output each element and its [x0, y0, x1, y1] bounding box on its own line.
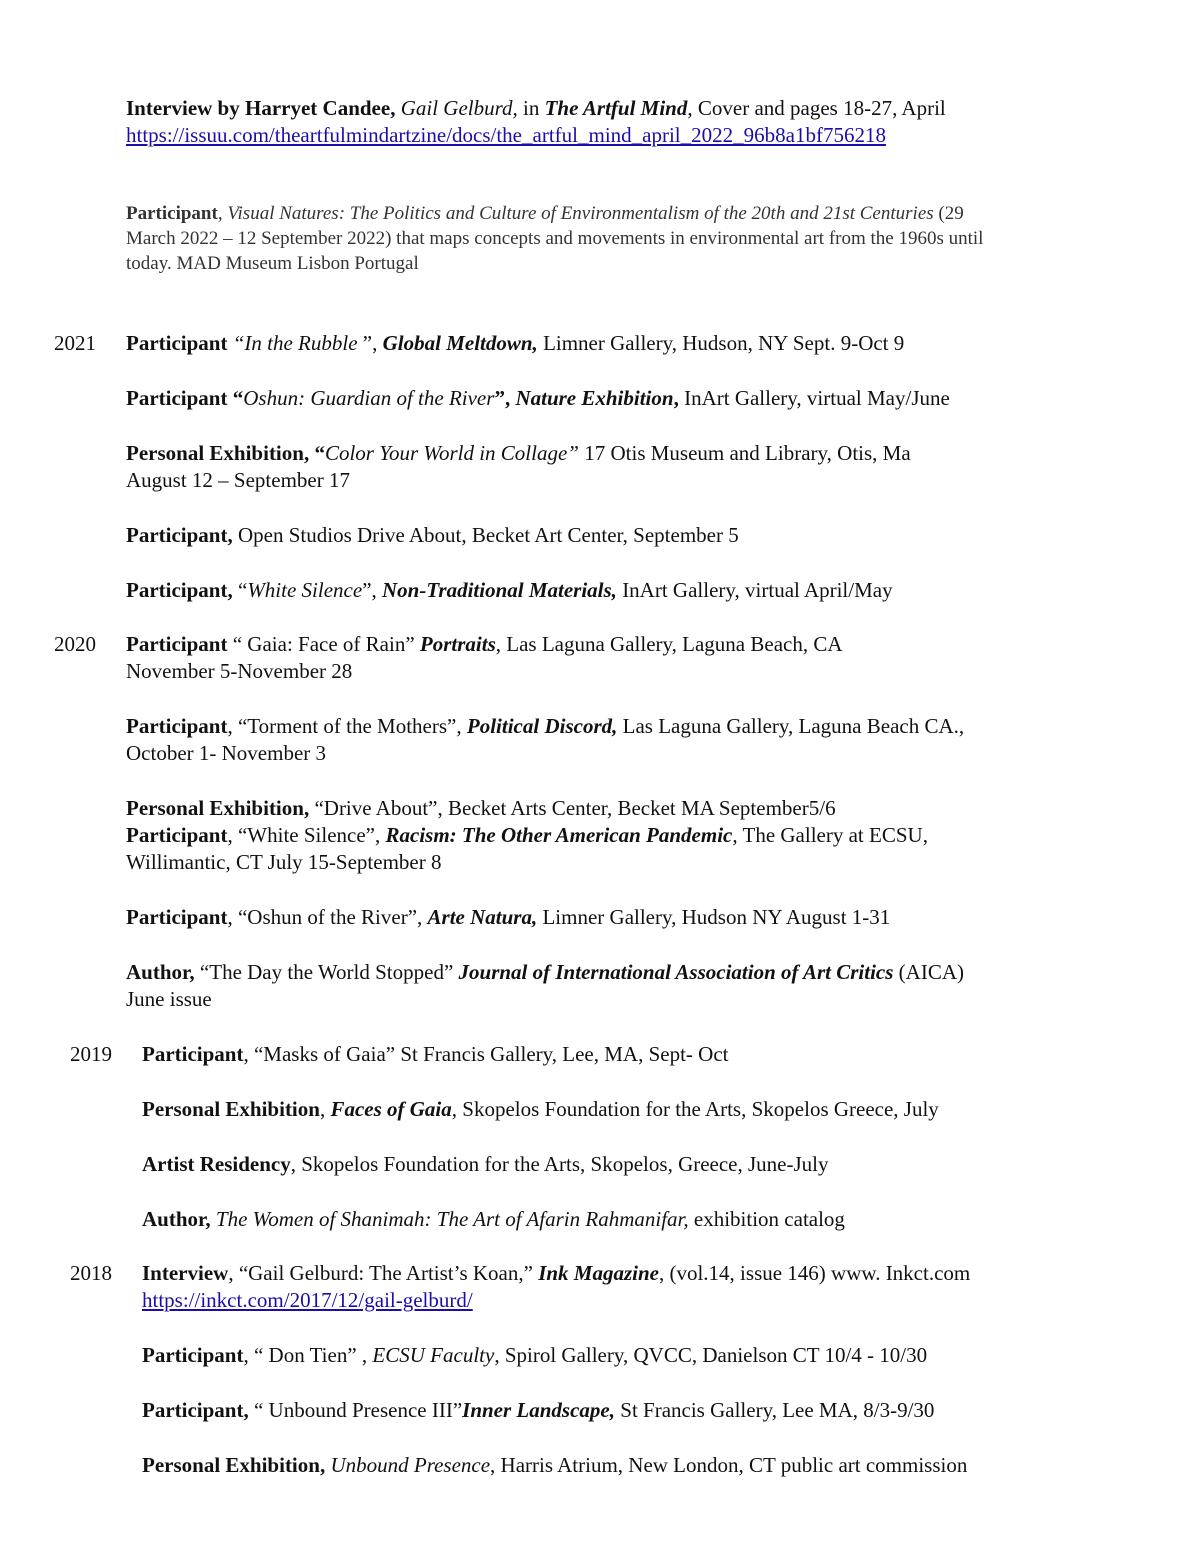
italic-text: Oshun: Guardian of the River [243, 386, 495, 410]
cv-entry [126, 522, 1126, 549]
entry-line [126, 577, 1126, 604]
italic-text: Gail Gelburd, [400, 96, 518, 120]
cv-entry [126, 904, 1126, 931]
plain-text: , Harris Atrium, New London, CT public art commission [490, 1453, 968, 1477]
plain-text: (29 [933, 203, 964, 224]
italic-text: The Women of Shanimah: The Art of Afarin Rahmanifar, [215, 1207, 689, 1231]
bold-italic-title: Political Discord, [466, 714, 618, 738]
entry-line [126, 522, 1126, 549]
plain-text: , Spirol Gallery, QVCC, Danielson CT 10/4 - 10/30 [494, 1343, 928, 1367]
bold-italic-title: Ink Magazine [538, 1261, 659, 1285]
plain-text: , “ Don Tien” , [243, 1343, 373, 1367]
bold-italic-title: Faces of Gaia [330, 1097, 452, 1121]
bold-italic-title: Non-Traditional Materials, [382, 578, 617, 602]
plain-text: , “Gail Gelburd: The Artist’s Koan,” [228, 1261, 539, 1285]
bold-italic-title: Racism: The Other American Pandemic [385, 823, 733, 847]
bold-text: Participant [126, 714, 228, 738]
bold-italic-title: Journal of International Association of Art Critics [458, 960, 894, 984]
plain-text: “The Day the World Stopped” [194, 960, 459, 984]
plain-text: Limner Gallery, Hudson, NY Sept. 9-Oct 9 [537, 331, 905, 355]
bold-italic-title: The Artful Mind [544, 96, 688, 120]
plain-text: November 5-November 28 [126, 659, 353, 683]
year-label: 2020 [54, 632, 96, 656]
bold-text: Personal Exhibition [142, 1097, 320, 1121]
entry-line [126, 201, 1126, 226]
plain-text: Las Laguna Gallery, Laguna Beach CA., [617, 714, 965, 738]
cv-entry [142, 1452, 1142, 1479]
url-link[interactable]: https://inkct.com/2017/12/gail-gelburd/ [142, 1288, 473, 1312]
entry-line [126, 713, 1126, 740]
cv-entry [126, 95, 1126, 149]
cv-entry [142, 1151, 1142, 1178]
year-label: 2018 [70, 1261, 112, 1285]
cv-entry [126, 631, 1126, 685]
plain-text: Limner Gallery, Hudson NY August 1-31 [537, 905, 891, 929]
url-link[interactable]: https://issuu.com/theartfulmindartzine/docs/the_artful_mind_april_2022_96b8a1bf756218 [126, 123, 886, 147]
cv-entry [126, 440, 1126, 494]
entry-line [142, 1452, 1142, 1479]
cv-entry [142, 1206, 1142, 1233]
plain-text: today. MAD Museum Lisbon Portugal [126, 253, 419, 274]
entry-line [142, 1041, 1142, 1068]
cv-entry [126, 577, 1126, 604]
plain-text: “ [232, 578, 248, 602]
entry-line [126, 986, 1126, 1013]
entry-line [142, 1151, 1142, 1178]
bold-text: , [673, 386, 679, 410]
entry-line [142, 1342, 1142, 1369]
bold-text: Participant [126, 331, 228, 355]
bold-italic-title: Portraits [419, 632, 496, 656]
plain-text: , (vol.14, issue 146) www. Inkct.com [658, 1261, 971, 1285]
plain-text: in [517, 96, 545, 120]
bold-text: Participant [142, 1343, 244, 1367]
plain-text: InArt Gallery, virtual May/June [678, 386, 950, 410]
plain-text: “ Gaia: Face of Rain” [227, 632, 420, 656]
bold-text: ”, [494, 386, 516, 410]
entry-line [142, 1260, 1142, 1287]
plain-text: InArt Gallery, virtual April/May [616, 578, 893, 602]
bold-text: Participant, [126, 578, 233, 602]
cv-entry [126, 330, 1126, 357]
entry-line [126, 467, 1126, 494]
entry-line [142, 1096, 1142, 1123]
plain-text: ”, [357, 331, 383, 355]
entry-line [126, 330, 1126, 357]
bold-text: Participant, [126, 523, 233, 547]
cv-entry [142, 1096, 1142, 1123]
bold-text: Personal Exhibition, [142, 1453, 326, 1477]
bold-text: Interview [142, 1261, 229, 1285]
plain-text: , Cover and pages 18-27, April [687, 96, 946, 120]
plain-text: , Skopelos Foundation for the Arts, Skopelos Greece, July [451, 1097, 939, 1121]
cv-entry [142, 1260, 1142, 1314]
plain-text: , “White Silence”, [227, 823, 386, 847]
italic-text: Color Your World in Collage” [324, 441, 579, 465]
plain-text: , Skopelos Foundation for the Arts, Skopelos, Greece, June-July [290, 1152, 829, 1176]
entry-line [126, 95, 1126, 122]
cv-entry [142, 1397, 1142, 1424]
bold-text: Author, [142, 1207, 211, 1231]
year-label: 2021 [54, 331, 96, 355]
plain-text: St Francis Gallery, Lee MA, 8/3-9/30 [615, 1398, 935, 1422]
bold-text: Participant [126, 905, 228, 929]
entry-line [126, 631, 1126, 658]
cv-entry [126, 201, 1126, 276]
bold-text: Participant [126, 823, 228, 847]
bold-text: Participant, [142, 1398, 249, 1422]
plain-text: August 12 – September 17 [126, 468, 350, 492]
entry-line [126, 385, 1126, 412]
plain-text: 17 Otis Museum and Library, Otis, Ma [578, 441, 911, 465]
bold-italic-title: Nature Exhibition [515, 386, 674, 410]
entry-line [126, 849, 1126, 876]
plain-text: exhibition catalog [688, 1207, 845, 1231]
bold-text: Participant [126, 386, 228, 410]
bold-text: Author, [126, 960, 195, 984]
cv-entry [126, 713, 1126, 767]
entry-line [126, 122, 1126, 149]
entry-line [142, 1206, 1142, 1233]
italic-text: , Visual Natures: The Politics and Culture of Environmentalism of the 20th and 21st Centuries [217, 203, 934, 224]
bold-italic-title: Arte Natura, [427, 905, 538, 929]
entry-line [142, 1397, 1142, 1424]
cv-entry [126, 959, 1126, 1013]
entry-line [126, 440, 1126, 467]
plain-text: , “Torment of the Mothers”, [227, 714, 467, 738]
bold-text: Participant [126, 632, 228, 656]
cv-entry [126, 385, 1126, 412]
entry-line [126, 226, 1126, 251]
entry-line [126, 740, 1126, 767]
bold-text: “ [232, 386, 244, 410]
italic-text: White Silence [247, 578, 363, 602]
cv-entry [142, 1041, 1142, 1068]
cv-entry [142, 1342, 1142, 1369]
italic-text: Unbound Presence [330, 1453, 491, 1477]
plain-text: “ Unbound Presence III” [248, 1398, 463, 1422]
bold-text: Personal Exhibition, [126, 796, 310, 820]
entry-line [126, 904, 1126, 931]
year-label: 2019 [70, 1042, 112, 1066]
entry-line [126, 959, 1126, 986]
bold-italic-title: Inner Landscape, [462, 1398, 616, 1422]
plain-text: June issue [126, 987, 212, 1011]
bold-text: Interview by Harryet Candee, [126, 96, 396, 120]
bold-italic-title: Global Meltdown, [382, 331, 538, 355]
entry-line [126, 795, 1126, 822]
bold-text: Participant [126, 203, 218, 224]
plain-text: (AICA) [893, 960, 964, 984]
italic-text: “In the Rubble [232, 331, 358, 355]
plain-text: Open Studios Drive About, Becket Art Center, September 5 [232, 523, 739, 547]
plain-text: ”, [362, 578, 383, 602]
bold-text: Participant [142, 1042, 244, 1066]
bold-text: Personal Exhibition, “ [126, 441, 325, 465]
plain-text: , “Masks of Gaia” St Francis Gallery, Lee, MA, Sept- Oct [243, 1042, 729, 1066]
entry-line [126, 658, 1126, 685]
entry-line [142, 1287, 1142, 1314]
bold-text: Artist Residency [142, 1152, 291, 1176]
entry-line [126, 822, 1126, 849]
plain-text: , Las Laguna Gallery, Laguna Beach, CA [495, 632, 843, 656]
plain-text: , The Gallery at ECSU, [732, 823, 928, 847]
plain-text: October 1- November 3 [126, 741, 327, 765]
italic-text: ECSU Faculty [372, 1343, 495, 1367]
plain-text: “Drive About”, Becket Arts Center, Becket MA September5/6 [309, 796, 836, 820]
plain-text: Willimantic, CT July 15-September 8 [126, 850, 442, 874]
entry-line [126, 251, 1126, 276]
cv-entry [126, 795, 1126, 876]
plain-text: , “Oshun of the River”, [227, 905, 428, 929]
plain-text: March 2022 – 12 September 2022) that maps concepts and movements in environmental art from the 1960s until [126, 228, 984, 249]
plain-text: , [319, 1097, 331, 1121]
